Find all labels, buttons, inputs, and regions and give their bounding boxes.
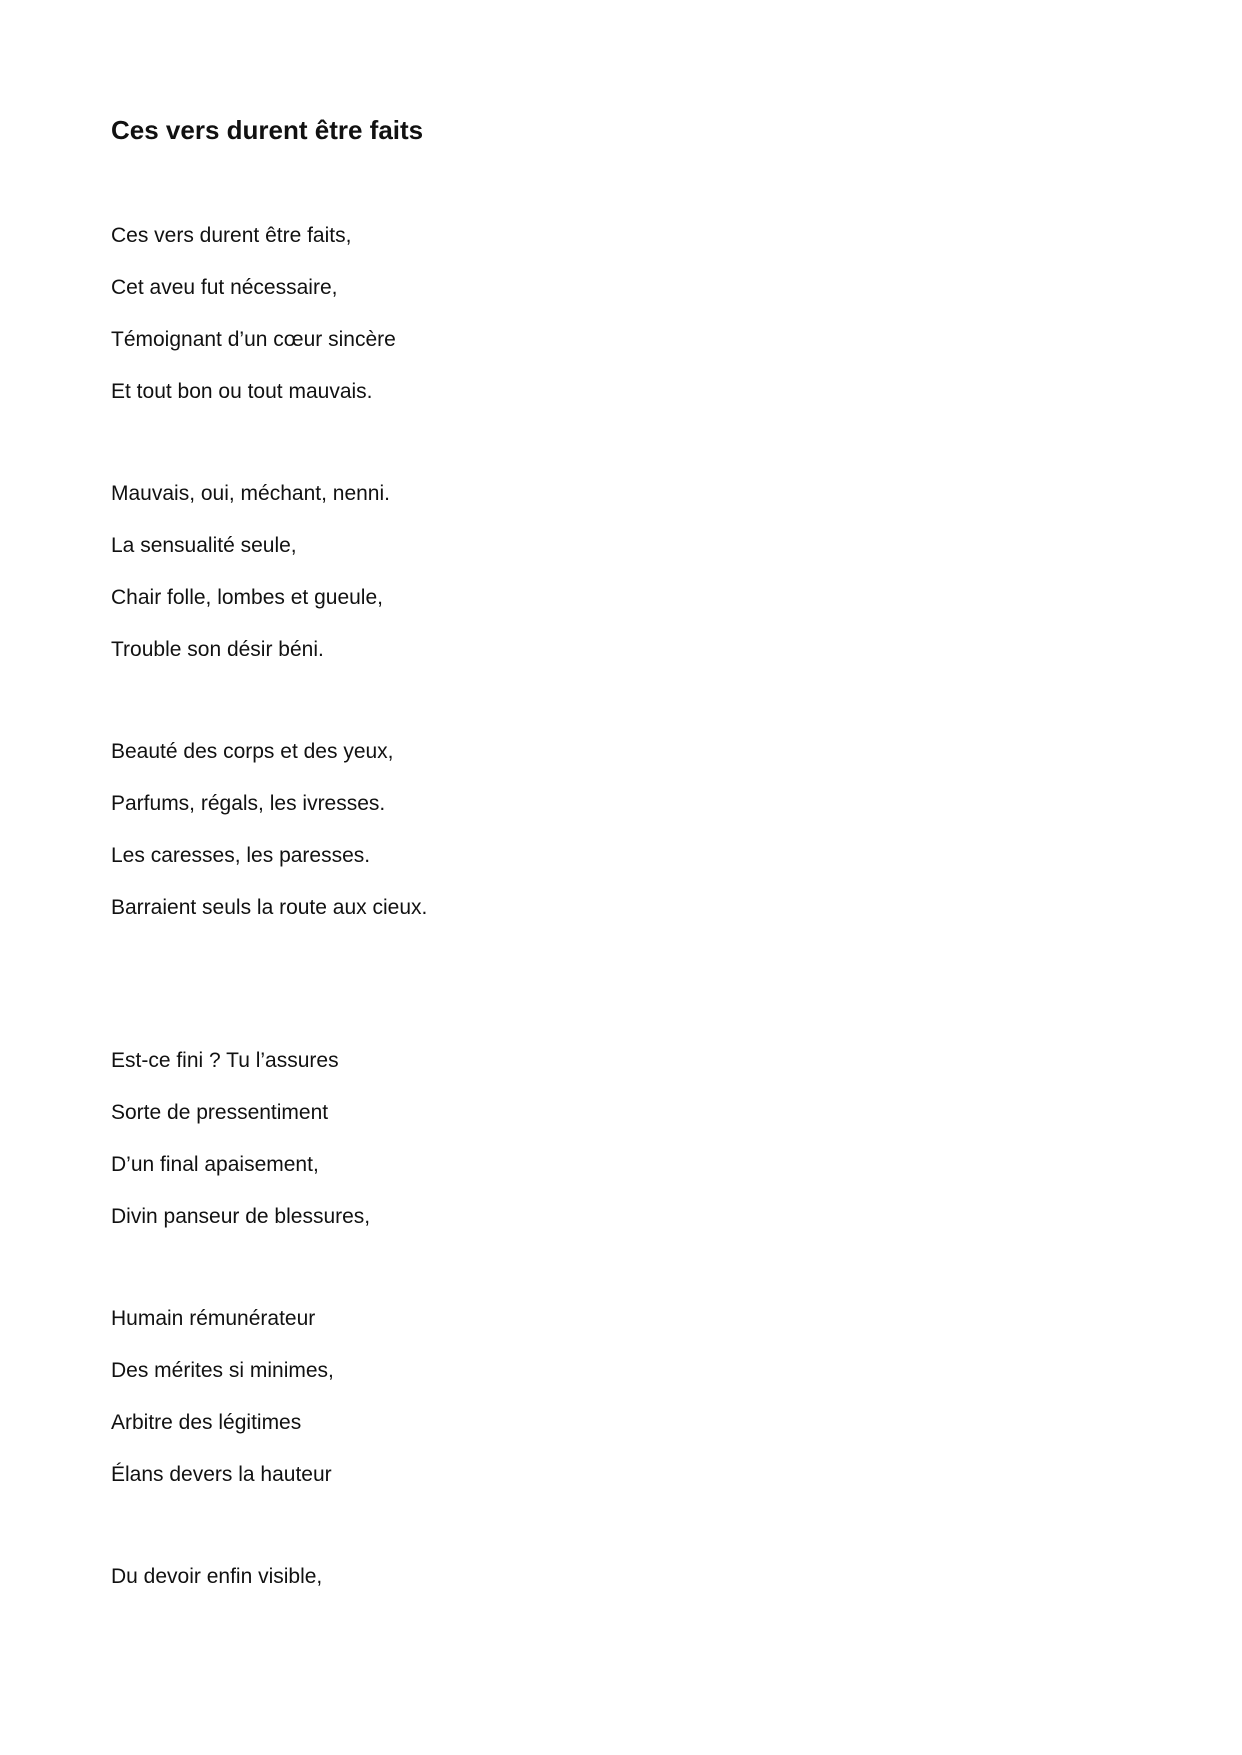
poem-line: Des mérites si minimes,: [111, 1359, 334, 1382]
poem-title: Ces vers durent être faits: [111, 115, 424, 145]
poem-line: D’un final apaisement,: [111, 1153, 319, 1176]
poem-line: Du devoir enfin visible,: [111, 1565, 323, 1588]
poem-line: Et tout bon ou tout mauvais.: [111, 380, 373, 403]
poem-line: Trouble son désir béni.: [111, 638, 324, 661]
poem-line: Les caresses, les paresses.: [111, 844, 371, 867]
poem-line: Arbitre des légitimes: [111, 1411, 302, 1434]
poem-line: Élans devers la hauteur: [111, 1463, 332, 1486]
poem-line: Ces vers durent être faits,: [111, 224, 352, 247]
poem-line: Humain rémunérateur: [111, 1307, 316, 1330]
poem-line: Divin panseur de blessures,: [111, 1205, 371, 1228]
poem-line: Mauvais, oui, méchant, nenni.: [111, 482, 390, 505]
poem-line: La sensualité seule,: [111, 534, 297, 557]
poem-line: Est-ce fini ? Tu l’assures: [111, 1049, 339, 1072]
poem-line: Sorte de pressentiment: [111, 1101, 329, 1124]
poem-line: Témoignant d’un cœur sincère: [111, 328, 396, 351]
poem-line: Beauté des corps et des yeux,: [111, 740, 394, 763]
poem-line: Parfums, régals, les ivresses.: [111, 792, 386, 815]
poem-line: Chair folle, lombes et gueule,: [111, 586, 383, 609]
poem-line: Barraient seuls la route aux cieux.: [111, 896, 428, 919]
poem-line: Cet aveu fut nécessaire,: [111, 276, 338, 299]
